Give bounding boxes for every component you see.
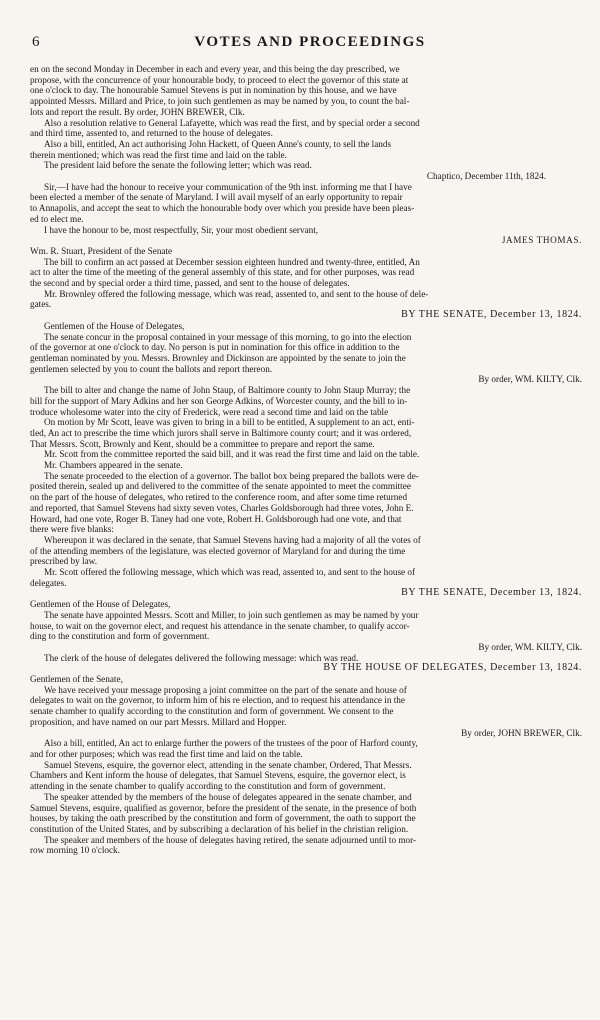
text-line: gentlemen selected by you to count the ballots and report thereon. [30, 363, 273, 374]
text-line: bill for the support of Mary Adkins and her son George Adkins, of Worcester county, and the bill to in- [30, 395, 408, 406]
text-line: ding to the constitution and form of government. [30, 631, 210, 642]
text-line: Howard, had one vote, Roger B. Taney had one vote, Robert H. Goldsborough had one vote, and that [30, 513, 402, 524]
text-line: posited therein, sealed up and delivered to the committee of the senate appointed to meet the committee [30, 481, 411, 492]
text-line: propose, with the concurrence of your honourable body, to proceed to elect the governor of this state at [30, 74, 409, 85]
text-line: Mr. Scott from the committee reported the said bill, and it was read the first time and laid on the table. [44, 449, 420, 460]
text-line: Mr. Chambers appeared in the senate. [44, 460, 183, 471]
text-line: gentleman nominated by you. Messrs. Brownley and Dickinson are appointed by the senate to join the [30, 352, 406, 363]
text-line: Whereupon it was declared in the senate, that Samuel Stevens having had a majority of all the votes of [44, 534, 421, 545]
text-line: BY THE SENATE, December 13, 1824. [401, 587, 582, 599]
text-line: house, to wait on the governor elect, and request his attendance in the senate chamber, to qualify accor- [30, 620, 410, 631]
text-line: I have the honour to be, most respectfully, Sir, your most obedient servant, [44, 224, 319, 235]
text-line: delegates to wait on the governor, to inform him of his re election, and to request his attendance in the [30, 695, 405, 706]
text-line: Also a bill, entitled, An act authorising John Hackett, of Queen Anne's county, to sell the lands [44, 138, 392, 149]
text-line: The bill to alter and change the name of John Staup, of Baltimore county to John Staup Murray; the [44, 385, 411, 396]
text-line: lots and report the result. By order, JOHN BREWER, Clk. [30, 106, 245, 117]
text-line: and third time, assented to, and returned to the house of delegates. [30, 128, 273, 139]
text-line: The senate have appointed Messrs. Scott and Miller, to join such gentlemen as may be named by your [44, 609, 419, 620]
text-line: on the part of the house of delegates, who retired to the conference room, and after some time returned [30, 492, 408, 503]
text-line: senate chamber to qualify according to the constitution and form of government. We consent to the [30, 706, 394, 717]
text-line: the second and by special order a third time, passed, and sent to the house of delegates. [30, 278, 350, 289]
text-line: By order, WM. KILTY, Clk. [478, 374, 582, 385]
text-line: therein mentioned; which was read the first time and laid on the table. [30, 149, 287, 160]
text-line: ed to elect me. [30, 213, 84, 224]
text-line: delegates. [30, 577, 67, 588]
text-line: BY THE SENATE, December 13, 1824. [401, 309, 582, 321]
text-line: appointed Messrs. Millard and Price, to join such gentlemen as may be named by you, to count the bal- [30, 96, 410, 107]
text-line: to Annapolis, and accept the seat to which the honourable body over which you preside have been pleas- [30, 203, 415, 214]
text-line: and for other purposes; which was read the first time and laid on the table. [30, 749, 303, 759]
text-line: Samuel Stevens, esquire, qualified as governor, before the president of the senate, in the presence of both [30, 802, 417, 813]
text-line: Chambers and Kent inform the house of delegates, that Samuel Stevens, esquire, the governor elect, is [30, 770, 406, 781]
text-line: Chaptico, December 11th, 1824. [426, 171, 546, 182]
text-line: JAMES THOMAS. [501, 235, 582, 246]
text-line: The speaker and members of the house of delegates having retired, the senate adjourned until to mor- [44, 834, 417, 845]
running-title: VOTES AND PROCEEDINGS [194, 34, 426, 50]
text-line: On motion by Mr Scott, leave was given to bring in a bill to be entitled, A supplement to an act, enti- [44, 417, 415, 428]
text-line: there were five blanks: [30, 524, 114, 535]
text-line: The president laid before the senate the following letter; which was read. [44, 160, 312, 171]
text-line: Gentlemen of the House of Delegates, [44, 320, 185, 331]
text-line: troduce wholesome water into the city of Frederick, were read a second time and laid on the table [30, 406, 389, 417]
text-line: one o'clock to day. The honourable Samuel Stevens is put in nomination by this house, and we have [30, 85, 397, 96]
text-line: been elected a member of the senate of Maryland. I will avail myself of an early opportunity to repair [30, 192, 403, 203]
text-line: prescribed by law. [30, 556, 98, 567]
text-line: of the governor at one o'clock to day. No person is put in nomination for this office in addition to the [30, 342, 400, 353]
text-line: BY THE HOUSE OF DELEGATES, December 13, 1824. [323, 662, 582, 674]
text-line: Samuel Stevens, esquire, the governor elect, attending in the senate chamber, Ordered, That Messrs. [44, 759, 412, 770]
page-number: 6 [32, 34, 40, 50]
text-line: Sir,—I have had the honour to receive your communication of the 9th inst. informing me that I have [44, 181, 412, 192]
text-line: The clerk of the house of delegates delivered the following message: which was read. [44, 652, 359, 663]
text-line: Also a bill, entitled, An act to enlarge further the powers of the trustees of the poor of Harford county, [44, 738, 418, 749]
text-line: row morning 10 o'clock. [30, 845, 120, 856]
text-line: houses, by taking the oath prescribed by the constitution and form of government, the oath to support the [30, 813, 416, 824]
text-line: That Messrs. Scott, Brownly and Kent, should be a committee to prepare and report the same. [30, 438, 375, 449]
text-line: Also a resolution relative to General Lafayette, which was read the first, and by special order a second [44, 117, 420, 128]
text-line: attending in the senate chamber to qualify according to the constitution and form of government. [30, 781, 386, 792]
text-line: The senate concur in the proposal contained in your message of this morning, to go into the election [44, 331, 412, 342]
page-header [30, 34, 590, 54]
text-line: The speaker attended by the members of the house of delegates appeared in the senate chamber, and [44, 791, 412, 802]
text-line: Wm. R. Stuart, President of the Senate [30, 245, 173, 256]
text-line: By order, WM. KILTY, Clk. [478, 641, 582, 652]
text-line: Gentlemen of the Senate, [30, 674, 123, 685]
text-line: Mr. Scott offered the following message, which which was read, assented to, and sent to the house of [44, 567, 416, 578]
text-line: of the attending members of the legislature, was elected governor of Maryland for and during the time [30, 545, 406, 556]
text-line: and reported, that Samuel Stevens had sixty seven votes, Charles Goldsborough had three votes, John E. [30, 502, 414, 513]
text-line: Gentlemen of the House of Delegates, [30, 599, 171, 610]
text-line: constitution of the United States, and by subscribing a declaration of his belief in the christian religion. [30, 823, 409, 834]
text-line: tled, An act to prescribe the time which jurors shall serve in Baltimore county court; and it was ordered, [30, 427, 412, 438]
text-line: gates. [30, 299, 52, 310]
text-line: proposition, and have named on our part Messrs. Millard and Hopper. [30, 716, 287, 727]
text-line: By order, JOHN BREWER, Clk. [461, 727, 582, 738]
text-line: We have received your message proposing a joint committee on the part of the senate and house of [44, 684, 407, 695]
text-line: The senate proceeded to the election of a governor. The ballot box being prepared the ballots were de- [44, 470, 419, 481]
text-line: The bill to confirm an act passed at December session eighteen hundred and twenty-three, entitled, An [44, 256, 420, 267]
text-line: act to alter the time of the meeting of the general assembly of this state, and for other purposes, was read [30, 267, 415, 278]
journal-text [30, 64, 590, 856]
text-line: Mr. Brownley offered the following message, which was read, assented to, and sent to the house of dele- [44, 288, 429, 299]
text-line: en on the second Monday in December in each and every year, and this being the day prescribed, we [30, 64, 400, 74]
